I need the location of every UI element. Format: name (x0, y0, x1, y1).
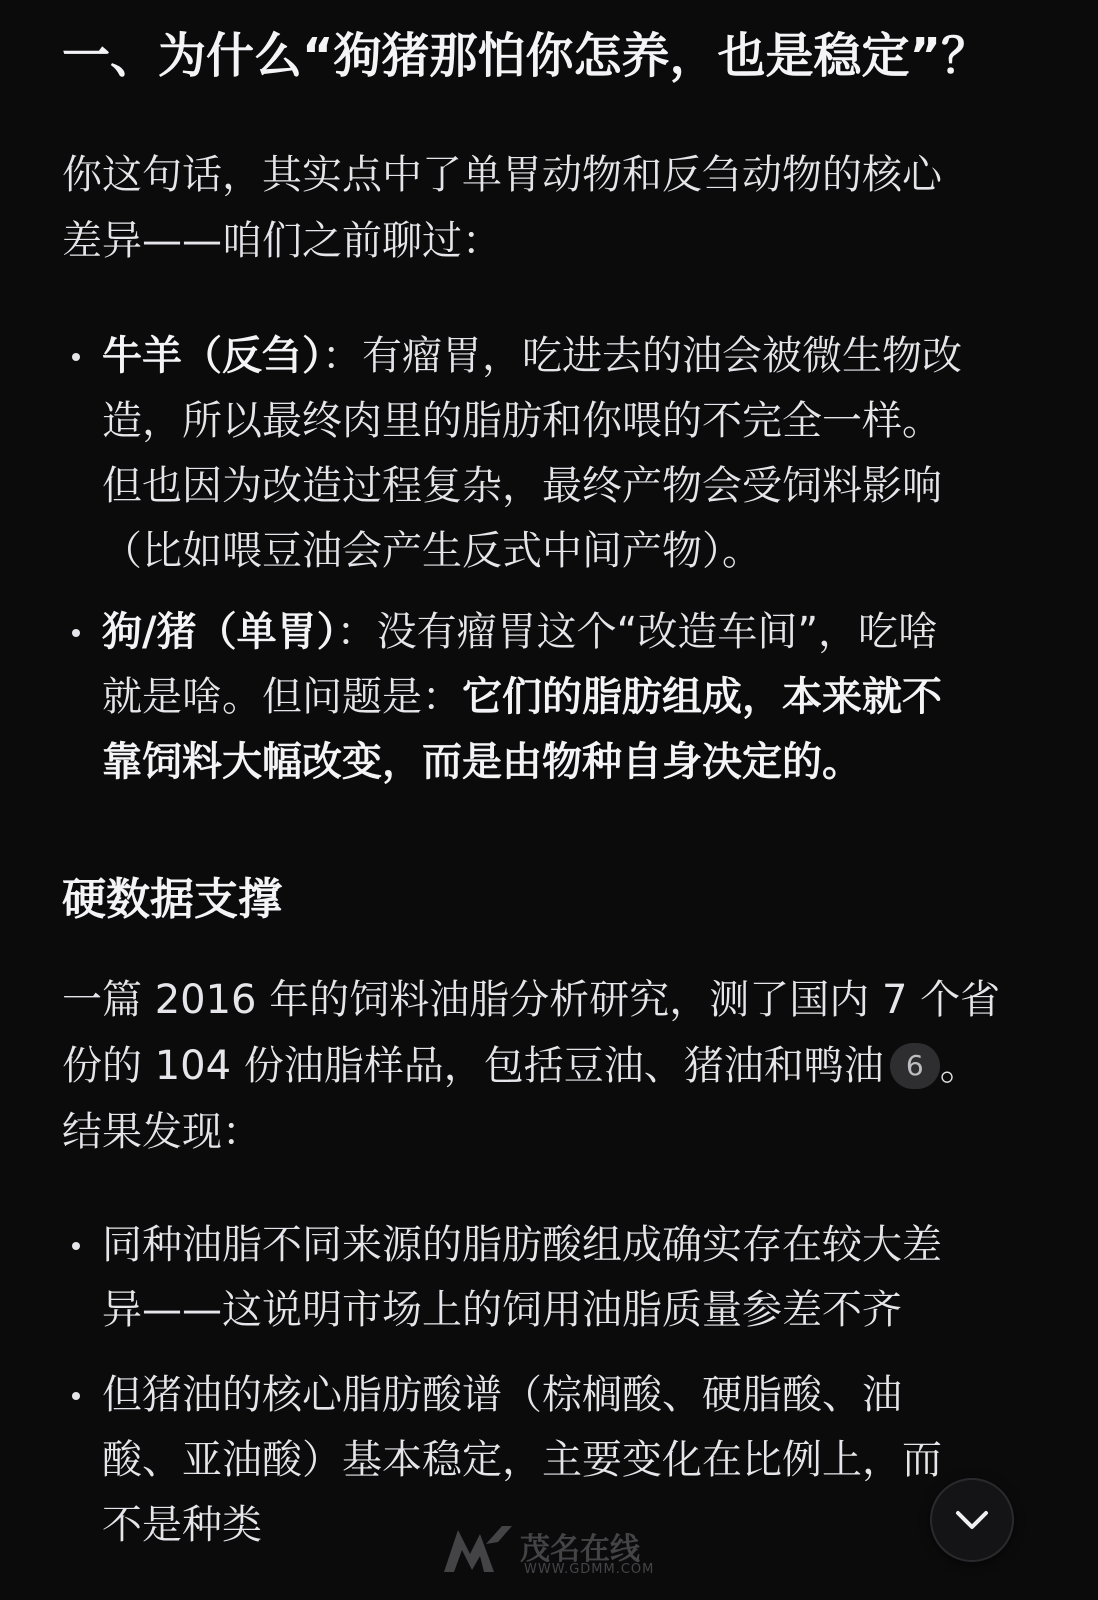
finding-1-line-2: 异——这说明市场上的饲用油脂质量参差不齐 (102, 1287, 902, 1333)
ruminant-line-4: （比如喂豆油会产生反式中间产物）。 (102, 528, 762, 574)
watermark-name: 茂名在线 (520, 1532, 640, 1567)
comparison-list (62, 324, 1052, 795)
data-line-2 (62, 1033, 1052, 1099)
data-text-2-end: 。 (939, 1043, 980, 1089)
chevron-down-icon (954, 1509, 990, 1531)
monogastric-label: 狗/猪（单胃） (102, 609, 337, 655)
bullet-dot-icon (72, 1392, 80, 1400)
findings-list (62, 1213, 1052, 1558)
watermark-logo-icon (440, 1520, 516, 1576)
data-line-3: 结果发现： (62, 1109, 262, 1155)
ruminant-line-3: 但也因为改造过程复杂，最终产物会受饲料影响 (102, 463, 942, 509)
finding-2-line-1: 但猪油的核心脂肪酸谱（棕榈酸、硬脂酸、油 (102, 1372, 902, 1418)
citation-badge[interactable]: 6 (890, 1043, 940, 1089)
section-heading: 一、为什么“狗猪那怕你怎养，也是稳定”？ (62, 28, 990, 84)
finding-1-line-1: 同种油脂不同来源的脂肪酸组成确实存在较大差 (102, 1222, 942, 1268)
bullet-dot-icon (72, 1242, 80, 1250)
list-item-monogastric (62, 600, 1052, 795)
data-paragraph (62, 967, 1052, 1165)
monogastric-line-2 (102, 665, 1052, 730)
list-item-ruminant (62, 324, 1052, 584)
monogastric-line-3: 靠饲料大幅改变，而是由物种自身决定的。 (102, 739, 862, 785)
scroll-to-bottom-button[interactable] (930, 1478, 1014, 1562)
monogastric-line-1 (102, 600, 1052, 665)
list-item-finding-1 (62, 1213, 1052, 1343)
ruminant-text-1: ：有瘤胃，吃进去的油会被微生物改 (322, 333, 962, 379)
intro-line-1: 你这句话，其实点中了单胃动物和反刍动物的核心 (62, 152, 942, 198)
data-line-1: 一篇 2016 年的饲料油脂分析研究，测了国内 7 个省 (62, 977, 1001, 1023)
intro-paragraph (62, 142, 1022, 274)
watermark (440, 1520, 655, 1590)
intro-line-2: 差异——咱们之前聊过： (62, 218, 502, 264)
bullet-dot-icon (72, 629, 80, 637)
data-text-2: 份的 104 份油脂样品，包括豆油、猪油和鸭油 (62, 1043, 884, 1089)
monogastric-bold-2: 它们的脂肪组成，本来就不 (462, 674, 942, 720)
monogastric-text-2: 就是啥。但问题是： (102, 674, 462, 720)
ruminant-line-2: 造，所以最终肉里的脂肪和你喂的不完全一样。 (102, 398, 942, 444)
ruminant-label: 牛羊（反刍） (102, 333, 322, 379)
finding-2-line-3: 不是种类 (102, 1502, 262, 1548)
section-subheading: 硬数据支撑 (62, 874, 282, 925)
ruminant-line-1 (102, 324, 1052, 389)
bullet-dot-icon (72, 353, 80, 361)
monogastric-text-1: ：没有瘤胃这个“改造车间”，吃啥 (336, 609, 939, 655)
finding-2-line-2: 酸、亚油酸）基本稳定，主要变化在比例上，而 (102, 1437, 942, 1483)
watermark-url: WWW.GDMM.COM (524, 1562, 655, 1577)
